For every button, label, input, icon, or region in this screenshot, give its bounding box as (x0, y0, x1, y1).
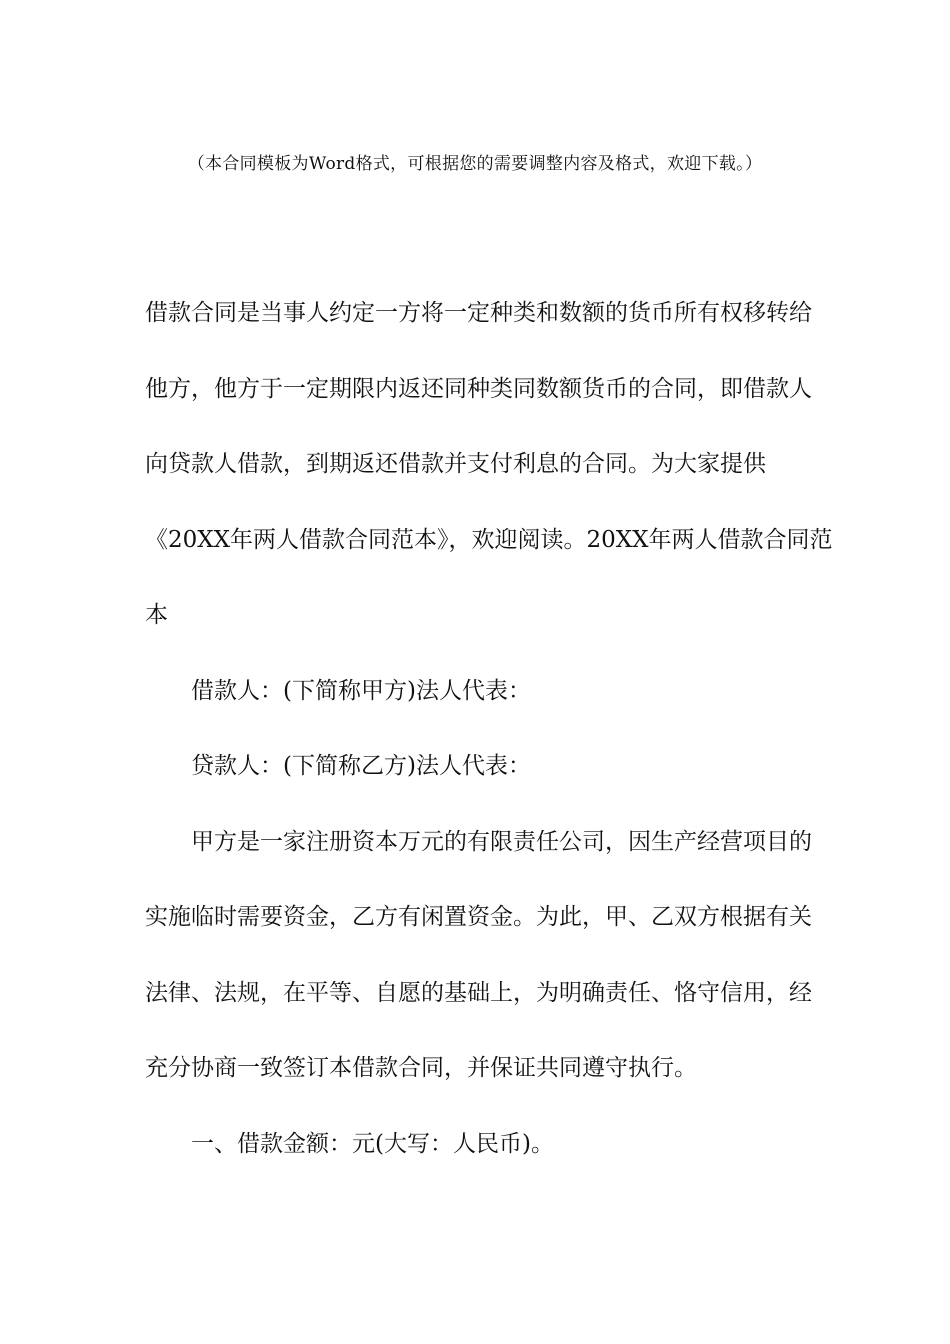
body-line: 《20XX年两人借款合同范本》，欢迎阅读。20XX年两人借款合同范 (145, 526, 833, 553)
body-line: 向贷款人借款，到期返还借款并支付利息的合同。为大家提供 (145, 451, 766, 477)
body-line: 法律、法规，在平等、自愿的基础上，为明确责任、恪守信用，经 (145, 979, 812, 1006)
body-line: 他方，他方于一定期限内返还同种类同数额货币的合同，即借款人 (145, 375, 812, 402)
clause-heading: 一、借款金额：元(大写：人民币)。 (191, 1130, 554, 1157)
body-line: 本 (145, 602, 168, 628)
lender-line: 贷款人：(下简称乙方)法人代表： (191, 753, 531, 779)
borrower-line: 借款人：(下简称甲方)法人代表： (191, 677, 531, 704)
document-body (145, 276, 833, 1182)
body-line: 借款合同是当事人约定一方将一定种类和数额的货币所有权移转给 (145, 300, 812, 326)
template-note: （本合同模板为Word格式，可根据您的需要调整内容及格式，欢迎下载。） (187, 154, 763, 174)
body-line: 甲方是一家注册资本万元的有限责任公司，因生产经营项目的 (191, 828, 812, 855)
body-line: 实施临时需要资金，乙方有闲置资金。为此，甲、乙双方根据有关 (145, 904, 812, 930)
body-line: 充分协商一致签订本借款合同，并保证共同遵守执行。 (145, 1055, 697, 1081)
